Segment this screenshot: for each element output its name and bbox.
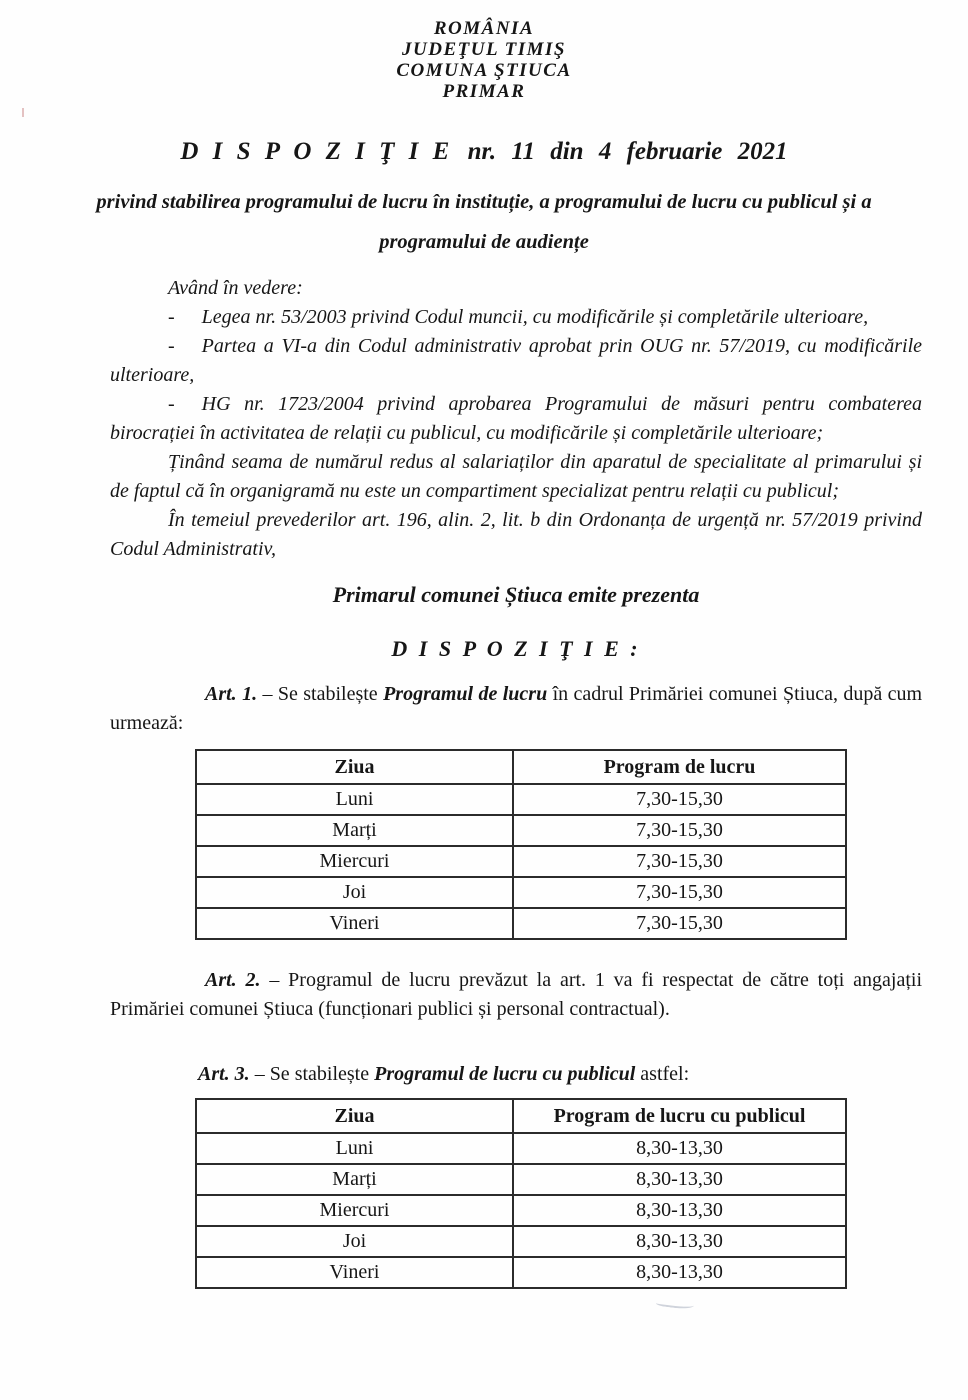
day-cell: Luni [196,1133,513,1164]
day-cell: Luni [196,784,513,815]
article-1-text-post: în cadrul Primăriei comunei Știuca, după cum urmează: [110,683,923,734]
table-row [196,1164,846,1195]
article-1-dash: – [262,683,273,705]
article-3 [110,1060,922,1089]
dispozitie-heading: D I S P O Z I Ţ I E : [391,636,641,661]
hours-cell: 7,30-15,30 [513,908,846,939]
table-row [196,1226,846,1257]
preamble-intro: Având în vedere: [168,277,303,299]
list-dash: - [168,306,175,328]
doc-subtitle: privind stabilirea programului de lucru în instituție, a programului de lucru cu publicul și a programului de audiențe [96,191,872,253]
table-row [196,908,846,939]
legal-item [110,303,922,332]
hours-cell: 7,30-15,30 [513,846,846,877]
doc-title-word: D I S P O Z I Ţ I E [180,138,454,165]
scan-artifact [656,1298,695,1311]
emit-line: Primarul comunei Știuca emite prezenta [332,582,700,607]
table-header-row [196,1099,846,1133]
day-cell: Joi [196,877,513,908]
article-1-text-pre: Se stabilește [277,683,378,705]
letterhead-office: PRIMAR [442,81,526,102]
doc-title [0,138,968,166]
letterhead-country: ROMÂNIA [433,18,535,39]
hours-cell: 7,30-15,30 [513,815,846,846]
day-cell: Marți [196,1164,513,1195]
article-2-label: Art. 2. [205,969,261,991]
day-cell: Joi [196,1226,513,1257]
letterhead-commune: COMUNA ŞTIUCA [396,60,572,81]
article-2-text: Programul de lucru prevăzut la art. 1 va fi respectat de către toți angajații Primăriei comunei Știuca (funcționari publici și personal contractual). [110,969,922,1020]
body-column [110,274,922,1289]
table-row [196,846,846,877]
legal-item-text: HG nr. 1723/2004 privind aprobarea Programului de măsuri pentru combaterea birocrației în activitatea de relații cu publicul, cu modificările și completările ulterioare; [110,393,922,444]
day-cell: Marți [196,815,513,846]
article-1 [110,680,922,738]
legal-item-text: Partea a VI-a din Codul administrativ aprobat prin OUG nr. 57/2019, cu modificările ulterioare, [110,335,922,386]
article-1-bold-term: Programul de lucru [383,683,548,705]
table-row [196,877,846,908]
article-3-label: Art. 3. [198,1063,250,1085]
hours-cell: 8,30-13,30 [513,1164,846,1195]
hours-cell: 8,30-13,30 [513,1133,846,1164]
table-row [196,1257,846,1288]
table-row [196,784,846,815]
list-dash: - [168,393,175,415]
scan-artifact [22,108,24,117]
article-2 [110,966,922,1024]
article-3-dash: – [254,1063,265,1085]
letterhead-county: JUDEŢUL TIMIŞ [402,39,566,60]
legal-item [110,390,922,448]
article-3-bold-term: Programul de lucru cu publicul [374,1063,636,1085]
article-3-text-pre: Se stabilește [269,1063,370,1085]
legal-item-text: Legea nr. 53/2003 privind Codul muncii, cu modificările și completările ulterioare, [201,306,869,328]
header-cell-day: Ziua [196,1099,513,1133]
list-dash: - [168,335,175,357]
table-row [196,1195,846,1226]
table-row [196,815,846,846]
letterhead [0,0,968,102]
doc-title-number: nr. 11 din 4 februarie 2021 [467,138,788,165]
day-cell: Miercuri [196,1195,513,1226]
header-cell-hours: Program de lucru cu publicul [513,1099,846,1133]
article-3-text-post: astfel: [640,1063,690,1085]
table-row [196,1133,846,1164]
article-2-dash: – [269,969,280,991]
hours-cell: 7,30-15,30 [513,877,846,908]
hours-cell: 7,30-15,30 [513,784,846,815]
legal-item [110,332,922,390]
table-header-row [196,750,846,784]
hours-cell: 8,30-13,30 [513,1226,846,1257]
preamble [110,274,922,564]
work-schedule-table [195,749,847,940]
public-schedule-table [195,1098,847,1289]
header-cell-day: Ziua [196,750,513,784]
hours-cell: 8,30-13,30 [513,1195,846,1226]
preamble-paragraph: Ținând seama de numărul redus al salariaților din aparatul de specialitate al primarului și de faptul că în organigramă nu este un compartiment specializat pentru relații cu publicul; [110,451,922,502]
day-cell: Vineri [196,1257,513,1288]
preamble-paragraph: În temeiul prevederilor art. 196, alin. 2, lit. b din Ordonanța de urgență nr. 57/2019 privind Codul Administrativ, [110,509,922,560]
article-1-label: Art. 1. [205,683,258,705]
header-cell-hours: Program de lucru [513,750,846,784]
day-cell: Vineri [196,908,513,939]
hours-cell: 8,30-13,30 [513,1257,846,1288]
day-cell: Miercuri [196,846,513,877]
